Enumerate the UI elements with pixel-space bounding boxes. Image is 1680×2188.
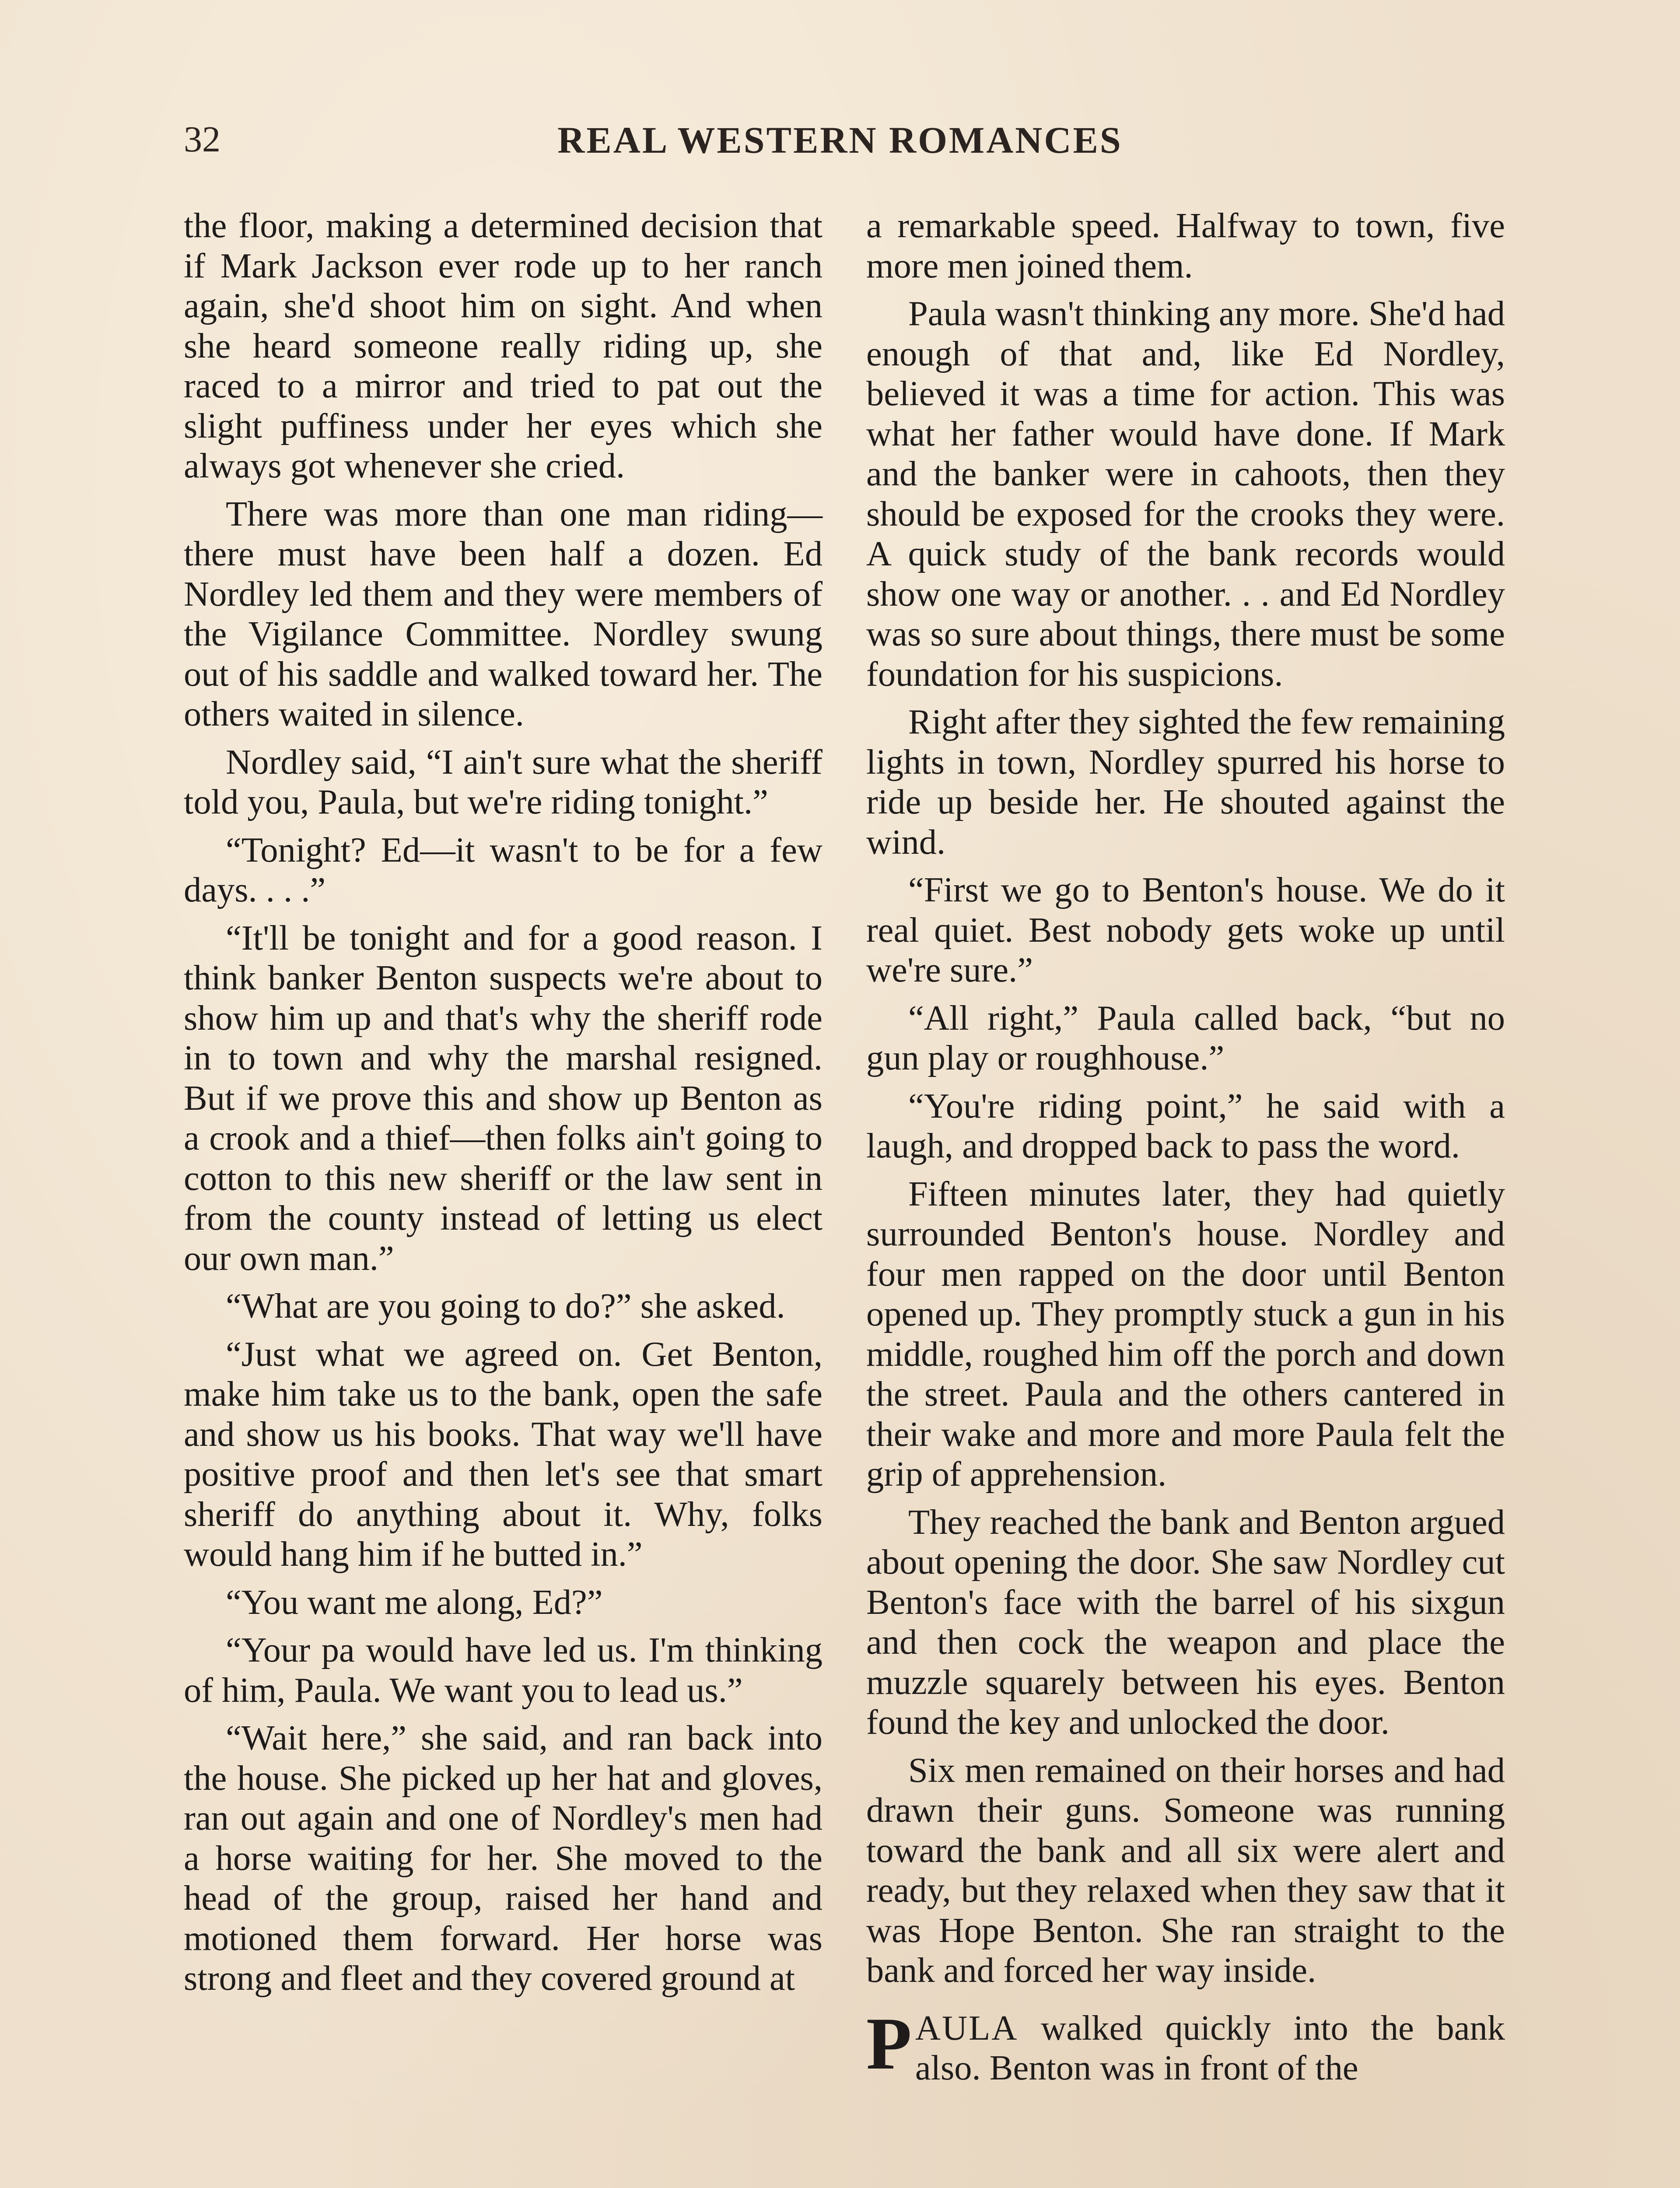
paragraph: “You're riding point,” he said with a laugh, and dropped back to pass the word. [866,1086,1505,1165]
paragraph: They reached the bank and Benton argued about opening the door. She saw Nordley cut Benton's face with the barrel of his sixgun and then cock the weapon and place the muzzle squarely between his eyes. Benton found the key and unlocked the door. [866,1502,1505,1742]
paragraph: a remarkable speed. Halfway to town, five more men joined them. [866,206,1505,285]
paragraph: “What are you going to do?” she asked. [226,1287,785,1325]
paragraph: There was more than one man riding—there must have been half a dozen. Ed Nordley led them and they were members of the Vigilance Committee. Nordley swung out of his saddle and walked toward her. The others waited in silence. [184,494,822,733]
right-column [866,206,1505,2188]
paragraph: Six men remained on their horses and had drawn their guns. Someone was running toward the bank and all six were alert and ready, but they relaxed when they saw that it was Hope Benton. She ran straight to the bank and forced her way inside. [866,1750,1505,1990]
paragraph: “Your pa would have led us. I'm thinking of him, Paula. We want you to lead us.” [184,1630,822,1710]
paragraph: Right after they sighted the few remaining lights in town, Nordley spurred his horse to ride up beside her. He shouted against the wind. [866,702,1505,862]
paragraph: “First we go to Benton's house. We do it real quiet. Best nobody gets woke up until we're sure.” [866,870,1505,989]
paragraph: “Tonight? Ed—it wasn't to be for a few days. . . .” [184,830,822,909]
paragraph: Nordley said, “I ain't sure what the sheriff told you, Paula, but we're riding tonight.” [184,742,822,821]
paragraph: the floor, making a determined decision that if Mark Jackson ever rode up to her ranch again, she'd shoot him on sight. And when she heard someone really riding up, she raced to a mirror and tried to pat out the slight puffiness under her eyes which she always got whenever she cried. [184,206,822,485]
small-caps-lead: AULA [915,2008,1018,2048]
drop-cap: P [866,2002,912,2085]
paragraph: “It'll be tonight and for a good reason. I think banker Benton suspects we're about to show him up and that's why the sheriff rode in to town and why the marshal resigned. But if we prove this and show up Benton as a crook and a thief—then folks ain't going to cotton to this new sheriff or the law sent in from the county instead of letting us elect our own man.” [184,918,822,1278]
paragraph: “You want me along, Ed?” [226,1582,603,1622]
section-break-paragraph [866,2002,1505,2088]
left-column [184,206,822,2188]
page-header [184,118,1496,175]
paragraph: Fifteen minutes later, they had quietly surrounded Benton's house. Nordley and four men rapped on the door until Benton opened up. They promptly stuck a gun in his middle, roughed him off the porch and down the street. Paula and the others cantered in their wake and more and more Paula felt the grip of apprehension. [866,1174,1505,1494]
paragraph: “Just what we agreed on. Get Benton, make him take us to the bank, open the safe and show us his books. That way we'll have positive proof and then let's see that smart sheriff do anything about it. Why, folks would hang him if he butted in.” [184,1334,822,1574]
paragraph: “Wait here,” she said, and ran back into the house. She picked up her hat and gloves, ran out again and one of Nordley's men had a horse waiting for her. She moved to the head of the group, raised her hand and motioned them forward. Her horse was strong and fleet and they covered ground at [184,1718,822,1998]
paragraph: Paula wasn't thinking any more. She'd had enough of that and, like Ed Nordley, believed it was a time for action. This was what her father would have done. If Mark and the banker were in cahoots, then they should be exposed for the crooks they were. A quick study of the bank records would show one way or another. . . and Ed Nordley was so sure about things, there must be some foundation for his suspicions. [866,294,1505,694]
paragraph-text: walked quickly into the bank also. Benton was in front of the [915,2008,1505,2087]
page-number: 32 [184,119,220,160]
running-title: REAL WESTERN ROMANCES [557,119,1123,161]
paragraph: “All right,” Paula called back, “but no gun play or roughhouse.” [866,998,1505,1077]
